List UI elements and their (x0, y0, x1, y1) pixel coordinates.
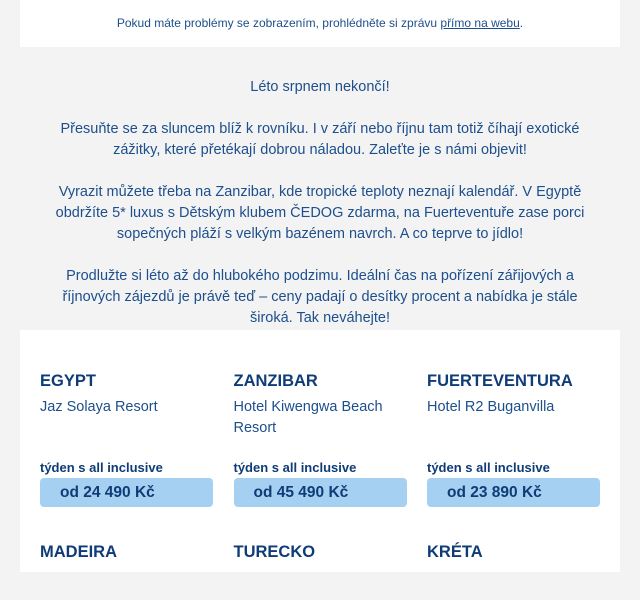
offer-card-kreta[interactable] (427, 543, 600, 568)
web-version-notice (20, 0, 620, 47)
offers-row-2 (40, 543, 600, 568)
offer-card-zanzibar[interactable] (234, 372, 407, 507)
notice-end: . (519, 16, 524, 30)
intro-section (20, 47, 620, 330)
offer-destination[interactable]: ZANZIBAR (233, 372, 318, 390)
offer-card-egypt[interactable] (40, 372, 213, 507)
offer-card-fuerteventura[interactable] (427, 372, 600, 507)
offer-subtitle: týden s all inclusive (427, 460, 550, 475)
offer-subtitle: týden s all inclusive (233, 460, 357, 475)
offer-hotel[interactable]: Hotel R2 Buganvilla (427, 399, 555, 415)
offer-price-button[interactable]: od 23 890 Kč (427, 478, 600, 507)
offer-price-button[interactable]: od 45 490 Kč (234, 478, 407, 507)
offers-section (20, 330, 620, 572)
offer-card-madeira[interactable] (40, 543, 213, 568)
intro-paragraph-2: Vyrazit můžete třeba na Zanzibar, kde tropické teploty neznají kalendář. V Egyptě obdržíte 5* luxus s Dětským klubem ČEDOG zdarma, na Fuerteventuře zase porci sopečných pláží s velkým bazénem navrch. A co teprve to jídlo! (55, 184, 585, 242)
offer-subtitle: týden s all inclusive (40, 460, 163, 475)
offer-hotel[interactable]: Jaz Solaya Resort (40, 399, 158, 415)
offers-row-1 (40, 372, 600, 507)
offer-price-button[interactable]: od 24 490 Kč (40, 478, 213, 507)
intro-paragraph-3: Prodlužte si léto až do hlubokého podzimu. Ideální čas na pořízení zářijových a říjnových zájezdů je právě teď – ceny padají o desítky procent a nabídka je stále široká. Tak neváhejte! (62, 268, 578, 326)
offer-destination[interactable]: TURECKO (233, 543, 316, 561)
intro-headline: Léto srpnem nekončí! (250, 79, 390, 95)
notice-text: Pokud máte problémy se zobrazením, prohlédněte si zprávu (116, 16, 438, 30)
offer-destination[interactable]: EGYPT (40, 372, 96, 390)
offer-card-turecko[interactable] (234, 543, 407, 568)
offer-hotel[interactable]: Hotel Kiwengwa Beach Resort (233, 399, 383, 436)
offer-destination[interactable]: MADEIRA (40, 543, 117, 561)
offer-destination[interactable]: FUERTEVENTURA (427, 372, 573, 390)
offer-destination[interactable]: KRÉTA (427, 543, 483, 561)
intro-paragraph-1: Přesuňte se za sluncem blíž k rovníku. I v září nebo říjnu tam totiž číhají exotické zážitky, které přetékají dobrou náladou. Zaleťte je s námi objevit! (60, 121, 580, 158)
view-on-web-link[interactable]: přímo na webu (440, 16, 520, 30)
